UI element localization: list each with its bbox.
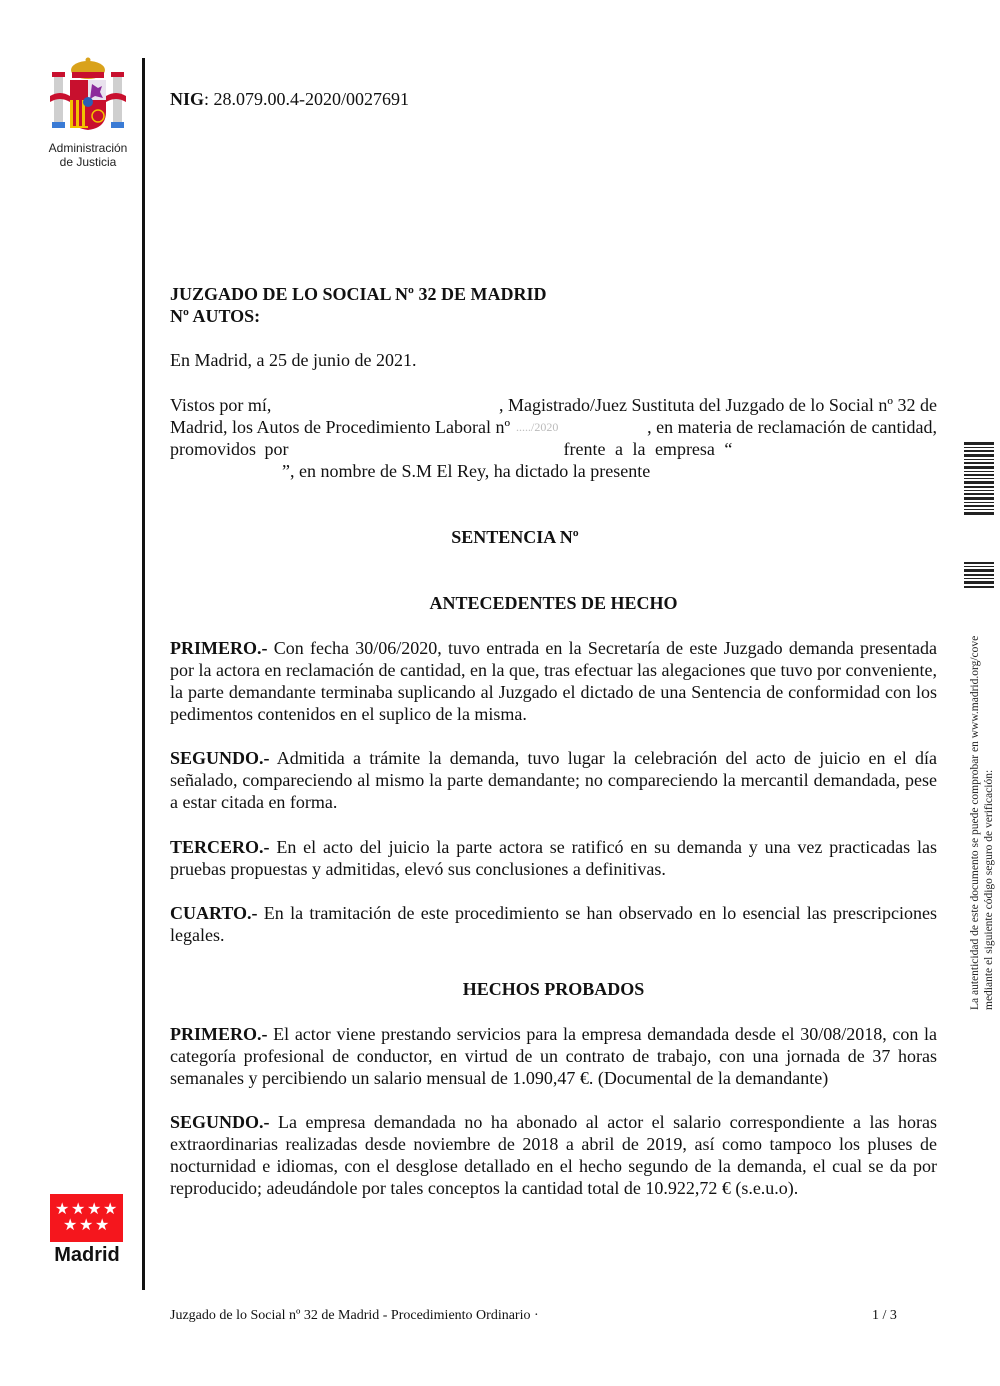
item-label: CUARTO.-	[170, 903, 258, 923]
barcode-small-icon	[964, 562, 994, 590]
sentencia-title: SENTENCIA Nº	[451, 527, 579, 547]
court-name: JUZGADO DE LO SOCIAL Nº 32 DE MADRID	[170, 284, 547, 304]
item-text: En la tramitación de este procedimiento se han observado en lo esencial las prescripciones legales.	[170, 903, 937, 945]
madrid-label: Madrid	[54, 1244, 120, 1266]
logo-caption-line1: Administración	[48, 141, 128, 155]
hechos-probados-title: HECHOS PROBADOS	[462, 979, 645, 999]
comunidad-madrid-logo	[50, 1194, 124, 1267]
redacted-name	[271, 394, 499, 416]
autos-label: Nº AUTOS:	[170, 306, 261, 326]
antecedentes-cuarto	[170, 902, 937, 946]
item-text: La empresa demandada no ha abonado al actor el salario correspondiente a las horas extraordinarias realizadas desde noviembre de 2018 a abril de 2019, así como tampoco los pluses de nocturnidad e idiomas, con el desglose detallado en el hecho segundo de la demanda, el cual se da por reproducido; adeudándole por tales conceptos la cantidad total de 10.922,72 € (s.e.u.o).	[170, 1112, 937, 1198]
hechos-primero	[170, 1023, 937, 1089]
item-text: Con fecha 30/06/2020, tuvo entrada en la Secretaría de este Juzgado demanda presentada por la actora en reclamación de cantidad, en la que, tras efectuar las alegaciones que tuvo por conveniente, la parte demandante terminaba suplicando al Juzgado el dictado de una Sentencia de conformidad con los pedimentos contenidos en el suplico de la misma.	[170, 638, 937, 724]
item-label: PRIMERO.-	[170, 638, 268, 658]
verification-line2: mediante el siguiente código seguro de verificación:	[983, 769, 995, 1010]
redacted-plaintiff	[289, 438, 564, 460]
intro-line2-a: Madrid, los Autos de Procedimiento Laboral nº	[170, 417, 511, 437]
administracion-justicia-logo	[48, 56, 128, 169]
antecedentes-tercero	[170, 836, 937, 880]
intro-line3-b: frente a la empresa “	[563, 439, 733, 459]
verification-line1: La autenticidad de este documento se puede comprobar en www.madrid.org/cove	[969, 635, 981, 1010]
intro-line1-a: Vistos por mí,	[170, 395, 272, 415]
intro-line4: ”, en nombre de S.M El Rey, ha dictado la presente	[282, 461, 651, 481]
item-label: SEGUNDO.-	[170, 748, 270, 768]
barcode-icon	[964, 442, 994, 517]
item-label: PRIMERO.-	[170, 1024, 268, 1044]
redacted-case-number: ...../2020	[516, 420, 559, 434]
item-label: SEGUNDO.-	[170, 1112, 270, 1132]
intro-paragraph	[170, 394, 937, 482]
nig-reference	[170, 89, 409, 110]
item-text: En el acto del juicio la parte actora se ratificó en su demanda y una vez practicadas las pruebas propuestas y admitidas, elevó sus conclusiones a definitivas.	[170, 837, 937, 879]
page-number: 1 / 3	[872, 1308, 897, 1323]
hechos-segundo	[170, 1111, 937, 1199]
antecedentes-primero	[170, 637, 937, 725]
intro-line1-b: , Magistrado/Juez Sustituta del Juzgado de lo Social nº 32 de	[498, 395, 937, 415]
margin-divider	[142, 58, 145, 1290]
item-text: El actor viene prestando servicios para la empresa demandada desde el 30/08/2018, con la categoría profesional de conductor, en virtud de un contrato de trabajo, con una jornada de 37 horas semanales y percibiendo un salario mensual de 1.090,47 €. (Documental de la demandante)	[170, 1024, 937, 1088]
nig-label: NIG	[170, 89, 205, 109]
coat-of-arms-icon	[48, 56, 128, 134]
madrid-flag-icon: ★ ★ ★ ★ ★ ★ ★	[50, 1194, 123, 1242]
nig-value: : 28.079.00.4-2020/0027691	[204, 89, 410, 109]
footer-text: Juzgado de lo Social nº 32 de Madrid - Procedimiento Ordinario ·	[170, 1308, 539, 1323]
antecedentes-title: ANTECEDENTES DE HECHO	[429, 593, 678, 613]
verification-notice	[968, 636, 996, 1010]
intro-line3-a: promovidos por	[170, 439, 289, 459]
item-text: Admitida a trámite la demanda, tuvo lugar la celebración del acto de juicio en el día señalado, compareciendo al mismo la parte demandante; no compareciendo la mercantil demandada, pese a estar citada en forma.	[170, 748, 937, 812]
intro-line2-b: , en materia de reclamación de cantidad,	[647, 417, 937, 437]
logo-caption-line2: de Justicia	[59, 155, 117, 169]
item-label: TERCERO.-	[170, 837, 270, 857]
court-heading	[170, 283, 546, 327]
date-line: En Madrid, a 25 de junio de 2021.	[170, 350, 417, 370]
antecedentes-segundo	[170, 747, 937, 813]
